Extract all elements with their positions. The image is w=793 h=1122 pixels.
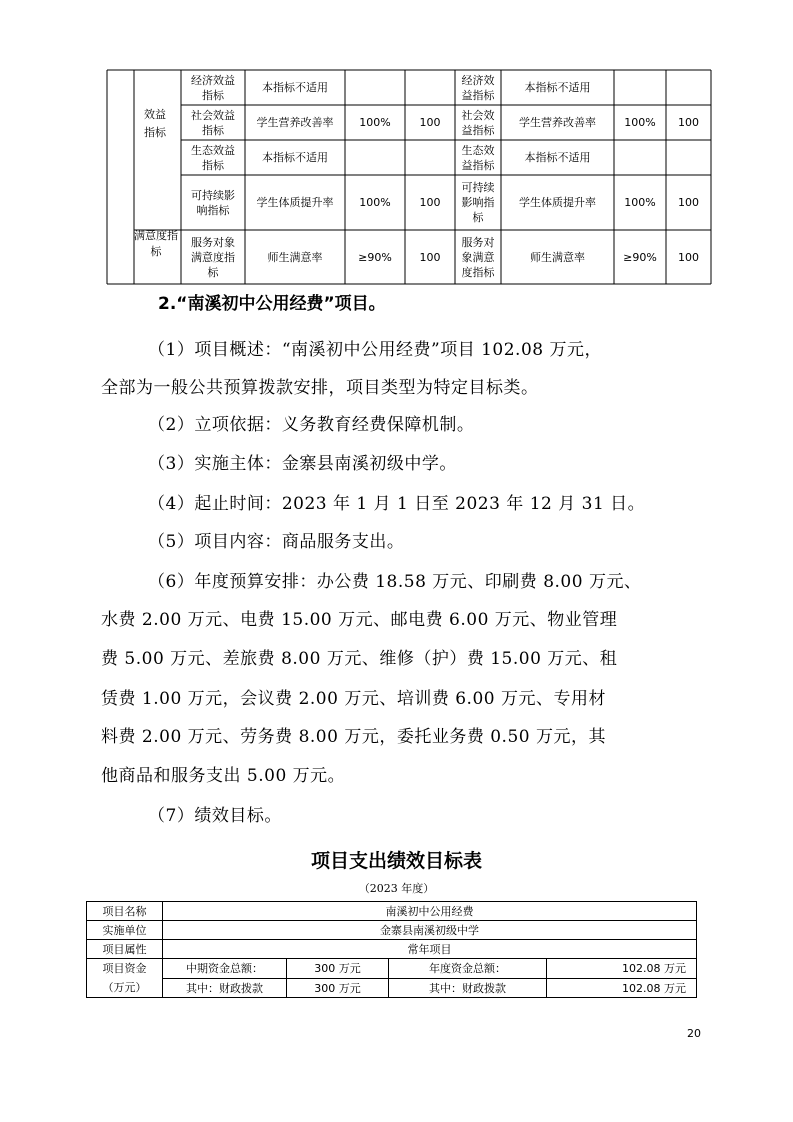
year-total-label: 年度资金总额： (389, 959, 547, 979)
metric-category-cell: 可持续影响指标 (461, 181, 495, 224)
paragraph-line-12: 他商品和服务支出 5.00 万元。 (101, 766, 346, 786)
indicator-value-cell (614, 70, 666, 105)
indicator-score-cell: 100 (419, 250, 441, 264)
table-row (87, 921, 697, 940)
metric-category-cell: 经济效益指标 (191, 73, 235, 102)
fund-label-text: 项目资金 (102, 962, 147, 975)
table-row (87, 902, 697, 921)
indicator-value-cell: ≥90% (358, 250, 392, 264)
project-name-label: 项目名称 (87, 902, 163, 921)
unit-value: 金寨县南溪初级中学 (163, 921, 697, 940)
indicator-score-cell: 100 (419, 116, 441, 129)
mid-total-value: 300 万元 (287, 959, 389, 979)
table-year: （2023 年度） (358, 882, 435, 895)
project-info-table (86, 901, 697, 998)
paragraph-line-8: 水费 2.00 万元、电费 15.00 万元、邮电费 6.00 万元、物业管理 (101, 610, 618, 630)
indicator-name-cell: 学生营养改善率 (256, 116, 334, 129)
indicator-name-cell: 师生满意率 (267, 250, 323, 264)
indicator-value-cell: 100% (359, 116, 391, 129)
table-row (87, 978, 697, 998)
indicator-score-cell: 100 (419, 196, 441, 209)
unit-label: 实施单位 (87, 921, 163, 940)
indicator-score-cell (405, 70, 455, 105)
attr-value: 常年项目 (163, 940, 697, 959)
indicator-name-cell: 本指标不适用 (262, 151, 328, 164)
indicator-name-cell: 本指标不适用 (262, 81, 328, 94)
metric-category-cell: 社会效益指标 (461, 108, 495, 137)
metric-category-cell: 服务对象满意度指标 (191, 235, 235, 279)
paragraph-line-10: 赁费 1.00 万元，会议费 2.00 万元、培训费 6.00 万元、专用材 (101, 689, 606, 709)
indicator-name-cell: 学生体质提升率 (519, 196, 596, 209)
table-title: 项目支出绩效目标表 (310, 850, 482, 872)
attr-label: 项目属性 (87, 940, 163, 959)
paragraph-line-11: 料费 2.00 万元、劳务费 8.00 万元，委托业务费 0.50 万元，其 (101, 727, 606, 747)
year-fiscal-value: 102.08 万元 (547, 978, 697, 998)
mid-fiscal-value: 300 万元 (287, 978, 389, 998)
metric-category-cell: 生态效益指标 (461, 143, 495, 172)
indicator-value-cell: 100% (624, 196, 656, 209)
metric-category-cell: 社会效益指标 (191, 108, 235, 137)
paragraph-line-5: （4）起止时间：2023 年 1 月 1 日至 2023 年 12 月 31 日。 (148, 494, 646, 514)
indicator-name-cell: 本指标不适用 (524, 151, 591, 164)
indicator-name-cell: 本指标不适用 (524, 81, 591, 94)
table-row (87, 959, 697, 979)
indicator-score-cell (666, 140, 711, 175)
mid-fiscal-label: 其中：财政拨款 (163, 978, 287, 998)
project-name-value: 南溪初中公用经费 (163, 902, 697, 921)
paragraph-line-4: （3）实施主体：金寨县南溪初级中学。 (148, 454, 457, 474)
year-total-value: 102.08 万元 (547, 959, 697, 979)
table-row (87, 940, 697, 959)
indicator-value-cell: 100% (359, 196, 391, 209)
paragraph-line-13: （7）绩效目标。 (148, 806, 282, 826)
section-heading: 2.“南溪初中公用经费”项目。 (158, 294, 386, 314)
paragraph-line-9: 费 5.00 万元、差旅费 8.00 万元、维修（护）费 15.00 万元、租 (101, 649, 618, 669)
paragraph-line-2: 全部为一般公共预算拨款安排，项目类型为特定目标类。 (101, 378, 539, 398)
group-benefit-label: 效益指标 (144, 108, 166, 139)
indicator-score-cell (666, 70, 711, 105)
year-fiscal-label: 其中：财政拨款 (389, 978, 547, 998)
paragraph-line-3: （2）立项依据：义务教育经费保障机制。 (148, 415, 475, 435)
mid-total-label: 中期资金总额： (163, 959, 287, 979)
metric-category-cell: 经济效益指标 (461, 73, 495, 102)
indicator-value-cell (345, 70, 405, 105)
indicator-score-cell: 100 (678, 196, 699, 209)
indicator-value-cell (345, 140, 405, 175)
paragraph-line-7: （6）年度预算安排：办公费 18.58 万元、印刷费 8.00 万元、 (148, 572, 642, 592)
metric-category-cell: 服务对象满意度指标 (461, 235, 495, 279)
indicator-score-cell: 100 (678, 116, 699, 129)
indicator-score-cell (405, 140, 455, 175)
paragraph-line-1: （1）项目概述：“南溪初中公用经费”项目 102.08 万元， (148, 340, 602, 360)
indicator-value-cell: ≥90% (623, 250, 657, 264)
indicator-name-cell: 学生营养改善率 (519, 116, 596, 129)
fund-label (87, 959, 163, 998)
metric-category-cell: 生态效益指标 (191, 143, 235, 172)
indicator-score-cell: 100 (678, 250, 699, 264)
indicator-value-cell (614, 140, 666, 175)
paragraph-line-6: （5）项目内容：商品服务支出。 (148, 532, 405, 552)
indicator-name-cell: 学生体质提升率 (256, 196, 334, 209)
indicator-value-cell: 100% (624, 116, 656, 129)
group-satisfaction-label: 满意度指标 (134, 229, 178, 258)
indicator-name-cell: 师生满意率 (530, 250, 585, 264)
metric-category-cell: 可持续影响指标 (191, 188, 235, 217)
page-number: 20 (687, 1027, 701, 1040)
fund-unit-text: （万元） (102, 981, 147, 994)
